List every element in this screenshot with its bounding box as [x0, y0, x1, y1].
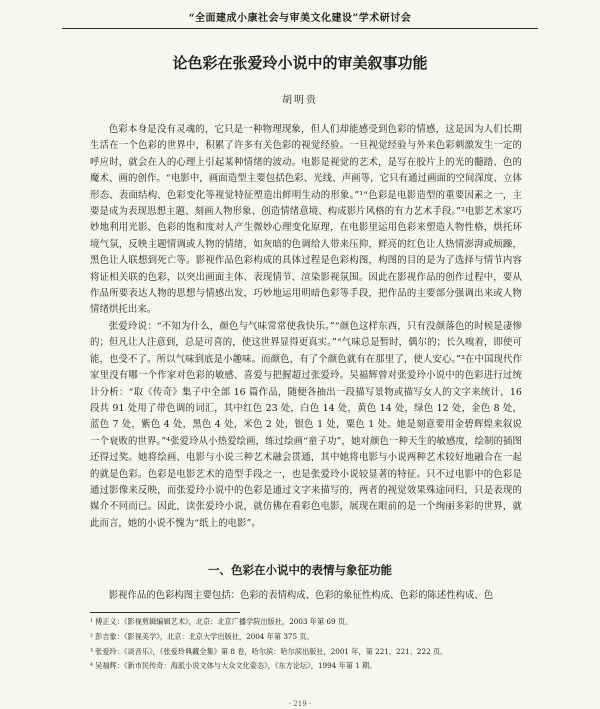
- header-rule: [62, 28, 538, 29]
- footnote-rule: [90, 612, 240, 613]
- article-body: [90, 122, 522, 532]
- footnote-3: ³ 张爱玲：《谈音乐》，《张爱玲典藏全集》第 8 卷，哈尔滨：哈尔滨出版社，2001 年，第 221、221、222 页。: [90, 646, 448, 656]
- section-heading: 一、色彩在小说中的表情与象征功能: [208, 563, 392, 577]
- footnotes-list: [90, 616, 522, 675]
- page-number: · 219 ·: [288, 700, 312, 708]
- footnote-4: ⁴ 吴福辉：《新市民传奇：海派小说文体与大众文化姿态》，《东方论坛》，1994 年第 1 期。: [90, 661, 377, 671]
- article-title: 论色彩在张爱玲小说中的审美叙事功能: [172, 54, 428, 72]
- running-header: “全面建成小康社会与审美文化建设”学术研讨会: [188, 13, 412, 24]
- footnote-1: ¹ 傅正义：《影视剪辑编辑艺术》，北京：北京广播学院出版社，2003 年第 69 页。: [90, 617, 353, 626]
- section-paragraph: 影视作品的色彩构图主要包括：色彩的表情构成、色彩的象征性构成、色彩的陈述性构成、色: [108, 590, 494, 601]
- body-paragraph-1: 色彩本身是没有灵魂的，它只是一种物理现象，但人们却能感受到色彩的情感，这是因为人们长期生活在一个色彩的世界中，积累了许多有关色彩的视觉经验。一旦视觉经验与外来色彩刺激发生一定的呼应时，就会在人的心理上引起某种情绪的波动。电影是视觉的艺术，是写在胶片上的光的髓踏、色的魔术、画的创作。“电影中，画面造型主要包括色彩、光线、声画等，它只有通过画面的空间深度、立体形态、表面结构、色彩变化等视觉特征塑造出鲜明生动的形象。”¹“色彩是电影造型的重要因素之一，主要是成为表现思想主题、刻画人物形象、创造情绪意境、构成影片风格的有力艺术手段。”²电影艺术家巧妙地利用光影、色彩的饱和度对人产生微妙心理变化原理，在电影里运用色彩来塑造人物性格，烘托环境气氛，反映主题情调或人物的情绪，如灰暗的色调给人带来压抑，鲜亮的红色让人热情澎湃或烦躁，黑色让人联想到死亡等。影视作品色彩构成的具体过程是色彩构图，构图的目的是为了选择与情节内容将证相关联的色彩，以突出画面主体、表现情节、渲染影视氛围。因此在影视作品的创作过程中，要从作品所要表达人物的思想与情感出发，巧妙地运用明暗色彩等手段，把作品的主要部分强调出来或人物情绪烘托出来。: [90, 124, 522, 316]
- body-paragraph-2: 张爱玲说：“不知为什么，颜色与气味常常使我快乐。”“颜色这样东西，只有没颜落色的时候是凄惨的；但凡让人注意到，总是可喜的，使这世界显得更真实。”“气味总是暂时，偶尔的；长久嗅着，即使可能，也受不了。所以气味到底是小趣味。而颜色，有了个颜色就有在那里了，使人安心。”³在中国现代作家里没有哪一个作家对色彩的敏感、喜爱与把握超过张爱玲。吴福辉曾对张爱玲小说中的色彩进行过统计分析：“取《传奇》集子中全部 16 篇作品，随便各抽出一段描写景物或描写女人的文字来统计，16 段共 91 处用了带色调的词汇，其中红色 23 处，白色 14 处，黄色 14 处，绿色 12 处，金色 8 处，蓝色 7 处，紫色 4 处，黑色 4 处，米色 2 处，银色 1 处，粟色 1 处。她是刻意要用金碧辉煌来叙说一个衰败的世界。”⁴张爱玲从小热爱绘画，练过绘画“童子功”，她对颜色一种天生的敏感度，绘制的插图还得过奖。她将绘画、电影与小说三种艺术融会贯通，其中她将电影与小说两种艺术较好地融合在一起的就是色彩。色彩是电影艺术的造型手段之一，也是张爱玲小说较显著的特征。只不过电影中的色彩是通过影像来反映，而张爱玲小说中的色彩是通过文字来描写的，两者的视觉效果殊途同归，只是表现的媒介不同而已。因此，读张爱玲小说，就仿佛在看彩色电影，展现在眼前的是一个绚丽多彩的世界，就此而言，她的小说不愧为“纸上的电影”。: [90, 320, 522, 529]
- footnote-2: ² 彭吉象：《影视美学》，北京：北京大学出版社，2004 年第 375 页。: [90, 631, 314, 641]
- article-author: 胡明贵: [282, 95, 318, 106]
